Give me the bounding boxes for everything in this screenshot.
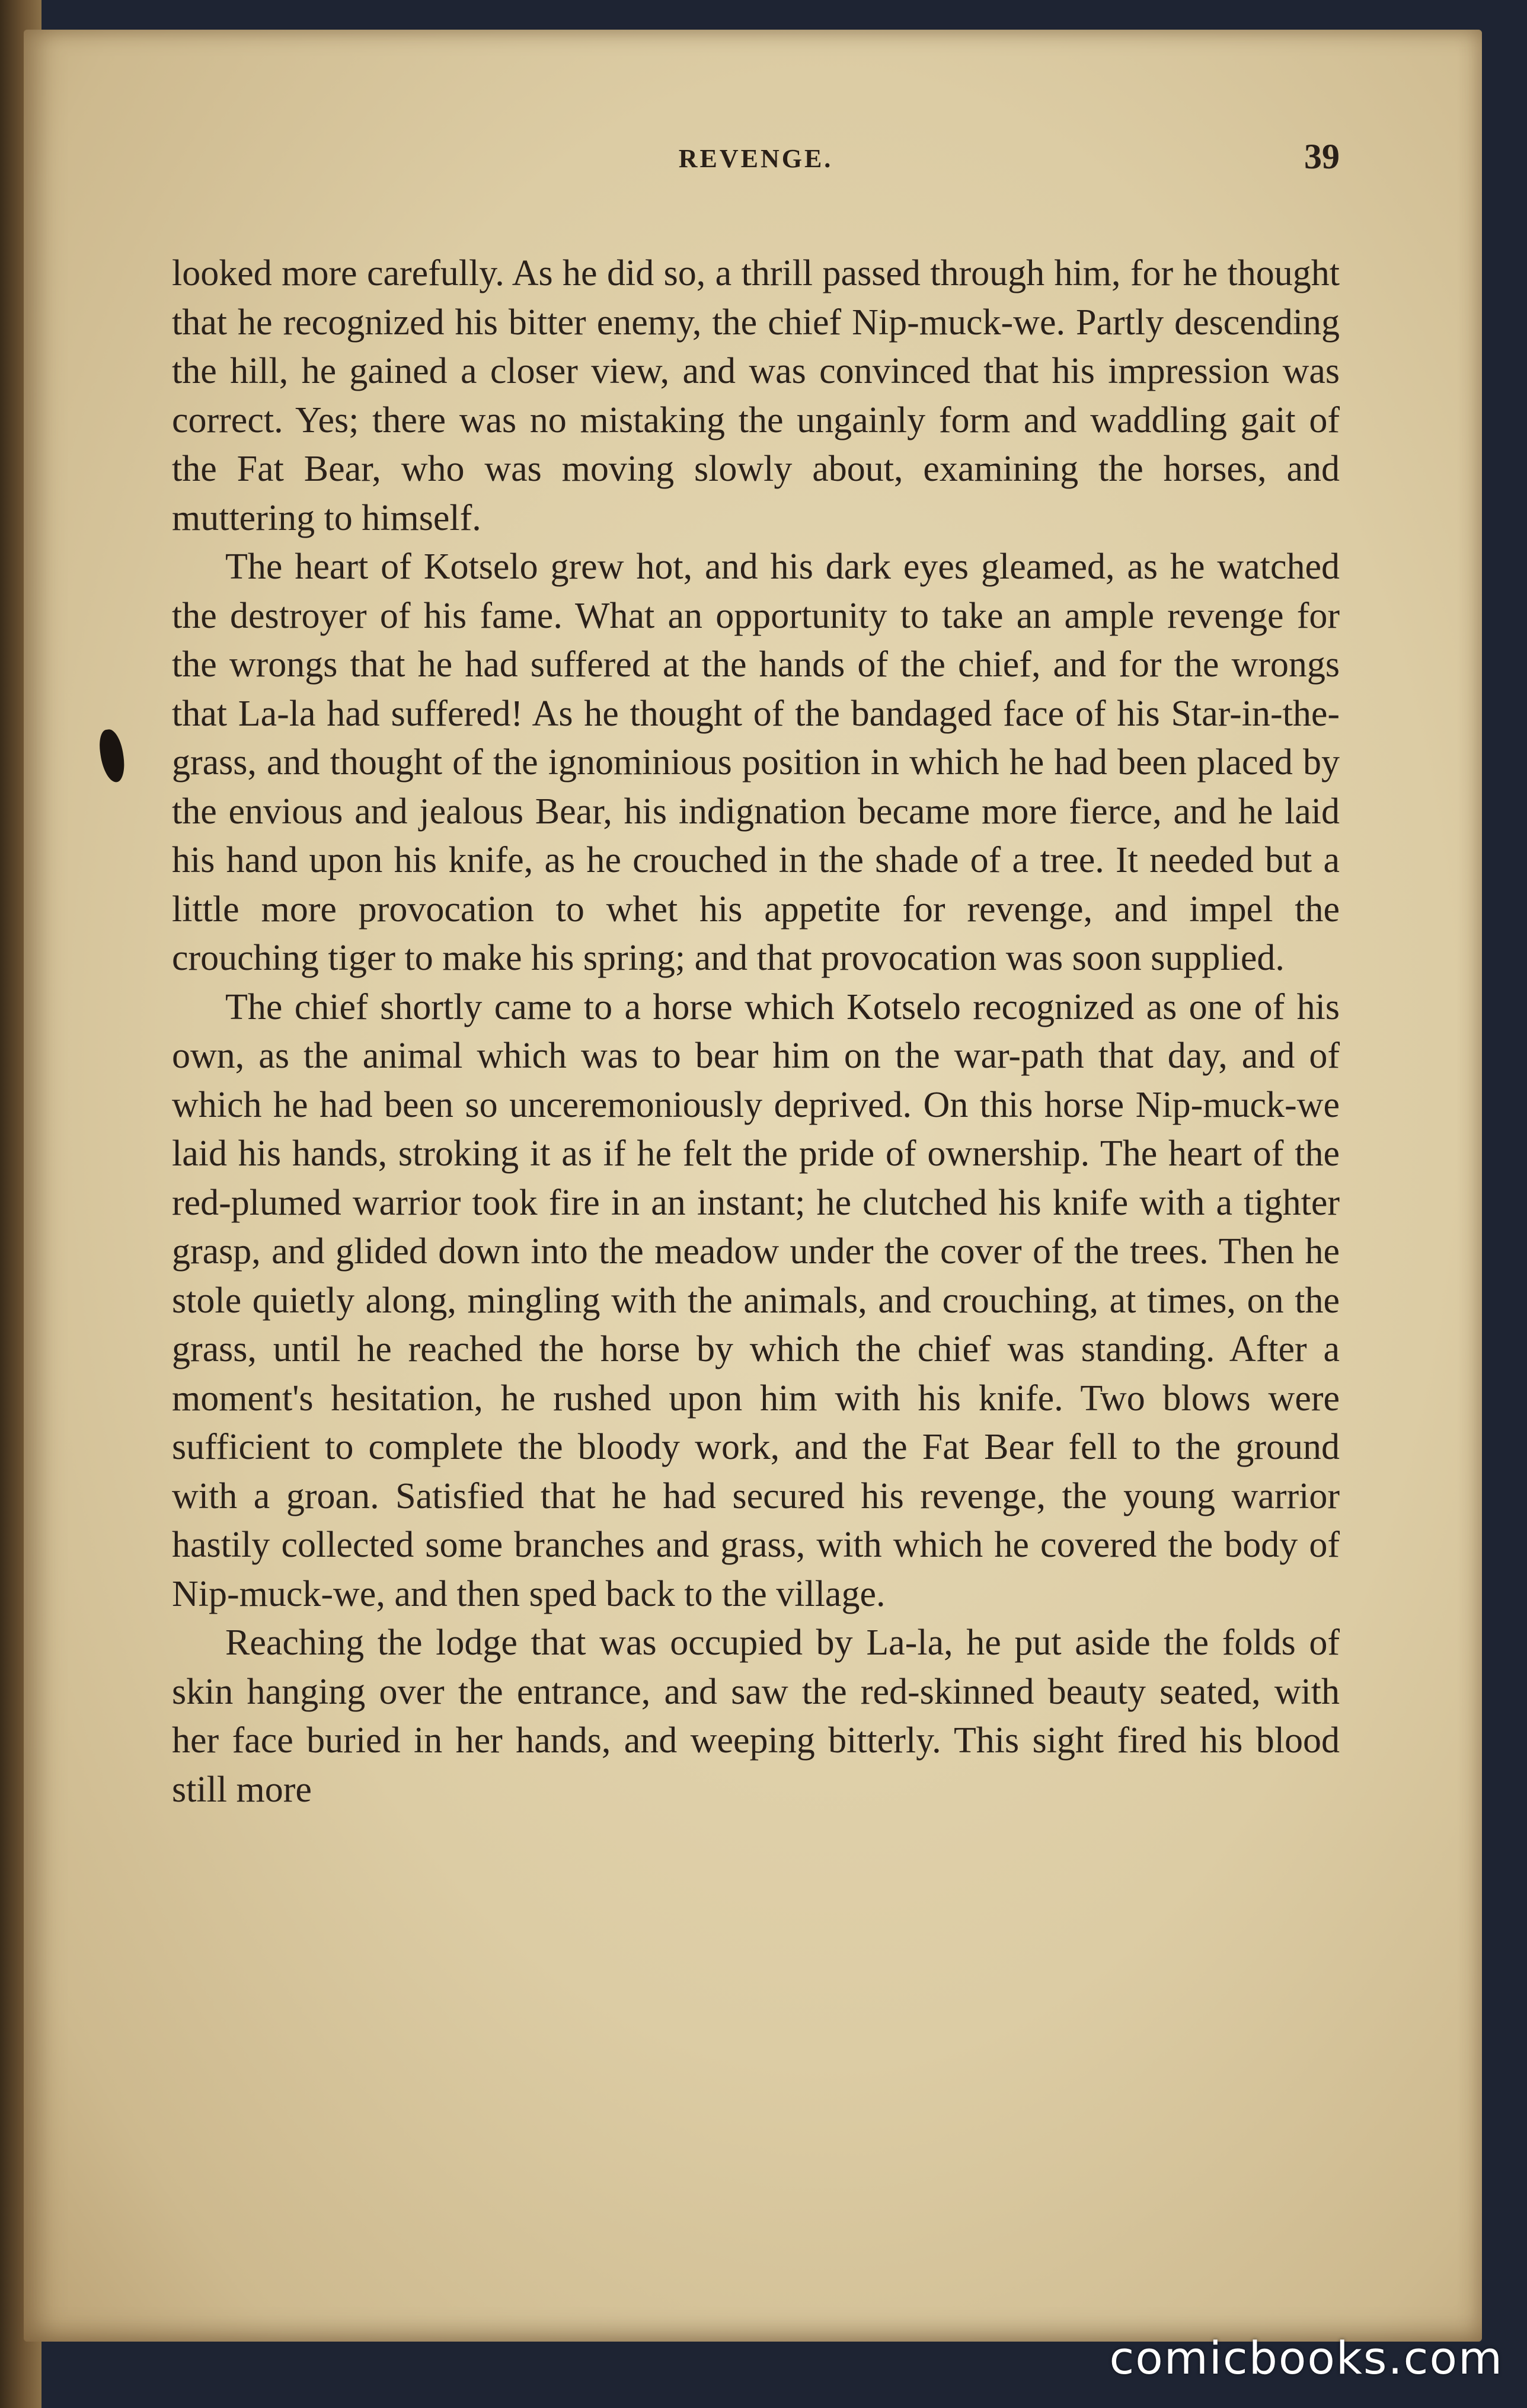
paragraph: The heart of Kotselo grew hot, and his dark eyes gleamed, as he watched the destroyer of his fame. What an opportunity to take an ample revenge for the wrongs that he had suffered at the hands of the chief, and for the wrongs that La-la had suffered! As he thought of the bandaged face of his Star-in-the-grass, and thought of the ignominious position in which he had been placed by the envious and jealous Bear, his indignation became more fierce, and he laid his hand upon his knife, as he crouched in the shade of a tree. It needed but a little more provocation to whet his appetite for revenge, and impel the crouching tiger to make his spring; and that provocation was soon supplied. <box>172 547 1340 978</box>
body-text <box>172 249 1340 1814</box>
paragraph: Reaching the lodge that was occupied by La-la, he put aside the folds of skin hanging over the entrance, and saw the red-skinned beauty seated, with her face buried in her hands, and weeping bitterly. This sight fired his blood still more <box>172 1623 1340 1810</box>
site-watermark: comicbooks.com <box>1109 2332 1503 2384</box>
running-head <box>172 136 1340 184</box>
paragraph: The chief shortly came to a horse which Kotselo recognized as one of his own, as the animal which was to bear him on the war-path that day, and of which he had been so unceremoniously deprived. On this horse Nip-muck-we laid his hands, stroking it as if he felt the pride of ownership. The heart of the red-plumed warrior took fire in an instant; he clutched his knife with a tighter grasp, and glided down into the meadow under the cover of the trees. Then he stole quietly along, mingling with the animals, and crouching, at times, on the grass, until he reached the horse by which the chief was standing. After a moment's hesitation, he rushed upon him with his knife. Two blows were sufficient to complete the bloody work, and the Fat Bear fell to the ground with a groan. Satisfied that he had secured his revenge, the young warrior hastily collected some branches and grass, with which he covered the body of Nip-muck-we, and then sped back to the village. <box>172 986 1340 1614</box>
chapter-title: REVENGE. <box>678 144 833 173</box>
ink-blot <box>97 728 127 784</box>
page-number: 39 <box>1304 137 1340 176</box>
paragraph: looked more carefully. As he did so, a thrill passed through him, for he thought that he recognized his bitter enemy, the chief Nip-muck-we. Partly descending the hill, he gained a closer view, and was convinced that his impression was correct. Yes; there was no mistaking the ungainly form and waddling gait of the Fat Bear, who was moving slowly about, examining the horses, and muttering to himself. <box>172 253 1340 538</box>
